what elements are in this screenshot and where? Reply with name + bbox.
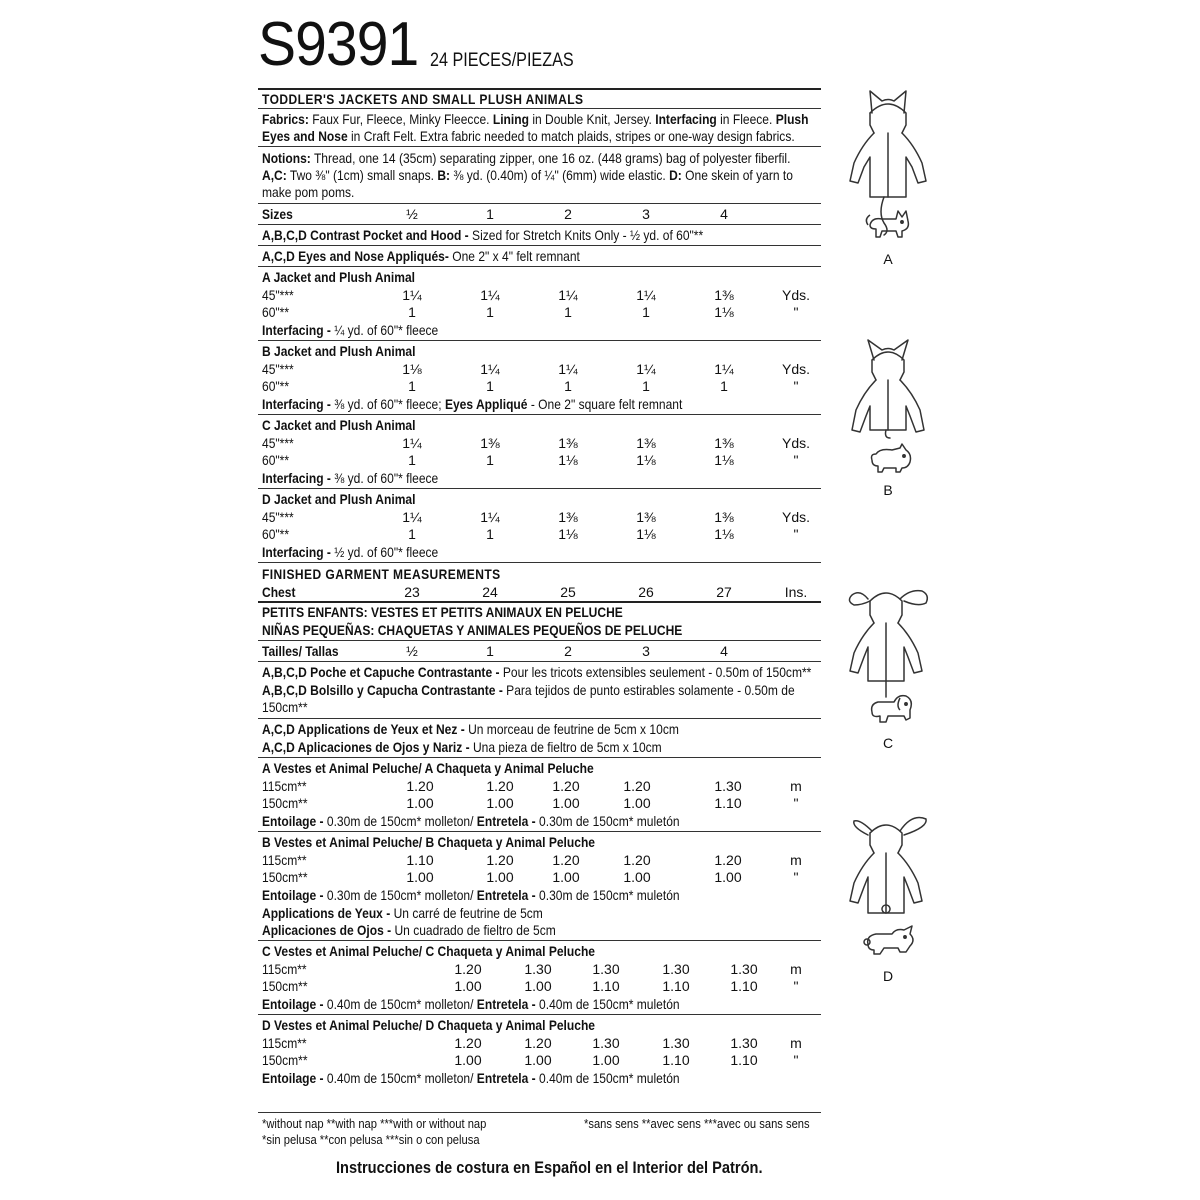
row-value: 1.00 — [406, 869, 434, 885]
row-value: 1⅜ — [714, 287, 734, 303]
divider — [258, 601, 821, 603]
row-value: 1⅜ — [636, 435, 656, 451]
row-value: 1.10 — [406, 852, 434, 868]
row-value: 23 — [404, 584, 420, 600]
row-value: ½ — [406, 643, 418, 659]
view-b-row-45 — [262, 361, 822, 377]
row-value: 1⅛ — [636, 452, 656, 468]
row-value: 1⅛ — [558, 526, 578, 542]
eyes-fr-line: A,C,D Applications de Yeux et Nez - Un morceau de feutrine de 5cm x 10cm — [262, 721, 679, 737]
row-value: 1 — [408, 452, 416, 468]
row-value: ½ — [406, 206, 418, 222]
spanish-instructions-note: Instrucciones de costura en Español en el Interior del Patrón. — [336, 1158, 763, 1177]
row-value: 1.30 — [730, 961, 758, 977]
row-value: 1.20 — [454, 961, 482, 977]
view-b-heading: B Jacket and Plush Animal — [262, 343, 416, 359]
contrast-fr-line: A,B,C,D Poche et Capuche Contrastante - Pour les tricots extensibles seulement - 0.50m of 150cm** — [262, 664, 812, 680]
divider — [258, 203, 821, 204]
row-unit: " — [793, 869, 799, 885]
divider — [258, 245, 821, 246]
notions-line-2: A,C: Two ⅜" (1cm) small snaps. B: ⅜ yd. (0.40m) of ¼" (6mm) wide elastic. D: One skein of yarn to — [262, 167, 793, 183]
row-value: 1¼ — [636, 361, 656, 377]
divider — [258, 266, 821, 267]
view-a-heading-fr-es: A Vestes et Animal Peluche/ A Chaqueta y Animal Peluche — [262, 760, 594, 776]
row-value: 1.30 — [662, 961, 690, 977]
row-value: 1¼ — [714, 361, 734, 377]
row-value: 1.20 — [552, 778, 580, 794]
view-d-label: D — [882, 968, 894, 984]
row-value: 1 — [564, 378, 572, 394]
row-label: 60"** — [262, 378, 290, 394]
view-c-row-45 — [262, 435, 822, 451]
divider — [258, 1014, 821, 1015]
row-value: 1⅜ — [636, 509, 656, 525]
spanish-title: NIÑAS PEQUEÑAS: CHAQUETAS Y ANIMALES PEQUEÑOS DE PELUCHE — [262, 622, 683, 638]
row-value: 1¼ — [636, 287, 656, 303]
row-label: 115cm** — [262, 1035, 307, 1051]
pattern-number: S9391 — [258, 10, 419, 79]
view-a-heading: A Jacket and Plush Animal — [262, 269, 415, 285]
view-a-row-45 — [262, 287, 822, 303]
view-a-plush-cat-icon — [862, 205, 914, 245]
row-value: 1.30 — [592, 961, 620, 977]
row-value: 1.10 — [730, 1052, 758, 1068]
row-value: 27 — [716, 584, 732, 600]
divider — [258, 414, 821, 415]
row-value: 3 — [642, 206, 650, 222]
row-value: 1⅛ — [402, 361, 422, 377]
row-value: 1 — [486, 643, 494, 659]
row-unit: " — [793, 1052, 799, 1068]
row-unit: " — [793, 452, 799, 468]
row-label: 45"*** — [262, 435, 294, 451]
row-value: 1.00 — [592, 1052, 620, 1068]
row-value: 1 — [486, 378, 494, 394]
row-value: 1.30 — [730, 1035, 758, 1051]
row-label: 115cm** — [262, 852, 307, 868]
divider — [258, 488, 821, 489]
row-label: 45"*** — [262, 287, 294, 303]
row-value: 1.20 — [623, 852, 651, 868]
row-unit: Yds. — [781, 509, 810, 525]
row-value: 1.30 — [714, 778, 742, 794]
row-value: 1 — [564, 304, 572, 320]
divider — [258, 340, 821, 341]
view-b-label: B — [883, 482, 893, 498]
view-b-app-es: Aplicaciones de Ojos - Un cuadrado de fieltro de 5cm — [262, 922, 556, 938]
row-label: Tailles/ Tallas — [262, 643, 339, 659]
row-value: 1¼ — [402, 435, 422, 451]
row-value: 26 — [638, 584, 654, 600]
row-value: 1.00 — [623, 869, 651, 885]
sizes-row — [262, 206, 822, 222]
row-unit: Ins. — [784, 584, 808, 600]
row-unit: " — [793, 795, 799, 811]
row-label: 150cm** — [262, 1052, 308, 1068]
row-value: 1 — [486, 206, 494, 222]
view-b-row-150 — [262, 869, 822, 885]
french-title: PETITS ENFANTS: VESTES ET PETITS ANIMAUX EN PELUCHE — [262, 604, 623, 620]
view-c-entoilage: Entoilage - 0.40m de 150cm* molleton/ Entretela - 0.40m de 150cm* muletón — [262, 996, 680, 1012]
row-value: 2 — [564, 206, 572, 222]
row-unit: Yds. — [781, 435, 810, 451]
row-unit: Yds. — [781, 361, 810, 377]
row-value: 1 — [720, 378, 728, 394]
fabrics-line-1: Fabrics: Faux Fur, Fleece, Minky Fleecce. Lining in Double Knit, Jersey. Interfacing in Fleece. Plush — [262, 111, 809, 127]
row-value: 1⅛ — [714, 452, 734, 468]
row-value: 1.00 — [454, 1052, 482, 1068]
row-value: 1.10 — [714, 795, 742, 811]
footnote-divider — [258, 1112, 821, 1113]
row-value: 1.00 — [524, 978, 552, 994]
row-label: 150cm** — [262, 978, 308, 994]
row-value: 4 — [720, 206, 728, 222]
divider — [258, 108, 821, 109]
row-value: 1¼ — [480, 361, 500, 377]
footnote-french: *sans sens **avec sens ***avec ou sans sens — [584, 1116, 810, 1131]
row-unit: " — [793, 978, 799, 994]
view-d-row-45 — [262, 509, 822, 525]
row-label: 150cm** — [262, 795, 308, 811]
row-value: 4 — [720, 643, 728, 659]
view-c-row-60 — [262, 452, 822, 468]
view-d-entoilage: Entoilage - 0.40m de 150cm* molleton/ Entretela - 0.40m de 150cm* muletón — [262, 1070, 680, 1086]
row-value: 1 — [408, 526, 416, 542]
view-d-interfacing: Interfacing - ½ yd. of 60"* fleece — [262, 544, 439, 560]
footnote-spanish: *sin pelusa **con pelusa ***sin o con pelusa — [262, 1132, 480, 1147]
row-value: 2 — [564, 643, 572, 659]
row-unit: m — [790, 1035, 802, 1051]
view-c-heading-fr-es: C Vestes et Animal Peluche/ C Chaqueta y Animal Peluche — [262, 943, 595, 959]
view-c-row-115 — [262, 961, 822, 977]
view-b-row-115 — [262, 852, 822, 868]
row-value: 24 — [482, 584, 498, 600]
row-value: 1.00 — [406, 795, 434, 811]
view-c-label: C — [882, 735, 894, 751]
row-unit: m — [790, 852, 802, 868]
row-value: 1.00 — [552, 795, 580, 811]
row-value: 1.00 — [454, 978, 482, 994]
row-value: 1.30 — [592, 1035, 620, 1051]
divider — [258, 661, 821, 662]
divider — [258, 831, 821, 832]
row-value: 1.30 — [662, 1035, 690, 1051]
row-value: 1.00 — [486, 795, 514, 811]
row-label: 45"*** — [262, 361, 294, 377]
row-label: 60"** — [262, 304, 290, 320]
divider — [258, 562, 821, 563]
fabrics-line-2: Eyes and Nose in Craft Felt. Extra fabric needed to match plaids, stripes or one-way design fabrics. — [262, 128, 795, 144]
row-value: 1⅜ — [714, 435, 734, 451]
row-value: 1.20 — [454, 1035, 482, 1051]
row-value: 1.10 — [730, 978, 758, 994]
row-label: 150cm** — [262, 869, 308, 885]
row-value: 1¼ — [558, 287, 578, 303]
row-value: 1.00 — [623, 795, 651, 811]
finished-measurements-heading: FINISHED GARMENT MEASUREMENTS — [262, 566, 501, 582]
divider — [258, 640, 821, 641]
view-a-row-115 — [262, 778, 822, 794]
view-b-interfacing: Interfacing - ⅜ yd. of 60"* fleece; Eyes Appliqué - One 2" square felt remnant — [262, 396, 683, 412]
notions-line-3: make pom poms. — [262, 184, 355, 200]
divider — [258, 940, 821, 941]
row-value: 1.20 — [524, 1035, 552, 1051]
row-unit: " — [793, 304, 799, 320]
row-value: 1⅛ — [558, 452, 578, 468]
row-value: 1.00 — [486, 869, 514, 885]
divider — [258, 146, 821, 147]
view-a-interfacing: Interfacing - ¼ yd. of 60"* fleece — [262, 322, 439, 338]
row-value: 1⅛ — [714, 304, 734, 320]
view-b-row-60 — [262, 378, 822, 394]
view-b-app-fr: Applications de Yeux - Un carré de feutrine de 5cm — [262, 905, 543, 921]
view-d-row-60 — [262, 526, 822, 542]
eyes-es-line: A,C,D Aplicaciones de Ojos y Nariz - Una pieza de fieltro de 5cm x 10cm — [262, 739, 662, 755]
view-d-bunny-jacket-illustration — [838, 805, 948, 925]
pattern-title: TODDLER'S JACKETS AND SMALL PLUSH ANIMALS — [262, 91, 584, 107]
view-c-heading: C Jacket and Plush Animal — [262, 417, 416, 433]
footnote-english: *without nap **with nap ***with or without nap — [262, 1116, 487, 1131]
row-value: 1 — [642, 378, 650, 394]
row-value: 1.10 — [592, 978, 620, 994]
divider — [258, 718, 821, 719]
row-value: 1.00 — [552, 869, 580, 885]
row-value: 25 — [560, 584, 576, 600]
view-a-label: A — [883, 251, 893, 267]
row-value: 1¼ — [480, 287, 500, 303]
eyes-nose-line: A,C,D Eyes and Nose Appliqués- One 2" x 4" felt remnant — [262, 248, 580, 264]
row-value: 1⅜ — [714, 509, 734, 525]
contrast-es-line: A,B,C,D Bolsillo y Capucha Contrastante - Para tejidos de punto estirables solamente - 0.50m de — [262, 682, 795, 698]
row-value: 1⅛ — [636, 526, 656, 542]
row-unit: m — [790, 778, 802, 794]
row-label: 60"** — [262, 452, 290, 468]
view-c-dog-jacket-illustration — [838, 575, 948, 705]
contrast-pocket-line: A,B,C,D Contrast Pocket and Hood - Sized for Stretch Knits Only - ½ yd. of 60"** — [262, 227, 704, 243]
row-value: 1 — [486, 304, 494, 320]
view-a-entoilage: Entoilage - 0.30m de 150cm* molleton/ Entretela - 0.30m de 150cm* muletón — [262, 813, 680, 829]
contrast-es-line-2: 150cm** — [262, 699, 308, 715]
view-b-plush-pig-icon — [866, 440, 916, 480]
view-a-row-150 — [262, 795, 822, 811]
row-value: 1¼ — [402, 509, 422, 525]
row-label: 115cm** — [262, 778, 307, 794]
piece-count: 24 PIECES/PIEZAS — [430, 50, 574, 71]
row-value: 1.20 — [486, 852, 514, 868]
row-label: Chest — [262, 584, 296, 600]
row-label: 60"** — [262, 526, 290, 542]
row-value: 1.20 — [623, 778, 651, 794]
view-c-interfacing: Interfacing - ⅜ yd. of 60"* fleece — [262, 470, 439, 486]
row-value: 1.30 — [524, 961, 552, 977]
view-b-pig-jacket-illustration — [840, 330, 940, 450]
row-value: 1.10 — [662, 978, 690, 994]
tailles-row — [262, 643, 822, 659]
row-unit: " — [793, 378, 799, 394]
chest-row — [262, 584, 822, 600]
row-unit: " — [793, 526, 799, 542]
row-value: 3 — [642, 643, 650, 659]
row-value: 1.10 — [662, 1052, 690, 1068]
row-value: 1.20 — [714, 852, 742, 868]
view-b-heading-fr-es: B Vestes et Animal Peluche/ B Chaqueta y Animal Peluche — [262, 834, 595, 850]
row-label: 115cm** — [262, 961, 307, 977]
row-value: 1⅜ — [558, 509, 578, 525]
divider — [258, 88, 821, 90]
divider — [258, 224, 821, 225]
notions-line-1: Notions: Thread, one 14 (35cm) separating zipper, one 16 oz. (448 grams) bag of polyester fiberfil. — [262, 150, 791, 166]
view-b-entoilage: Entoilage - 0.30m de 150cm* molleton/ Entretela - 0.30m de 150cm* muletón — [262, 887, 680, 903]
row-value: 1 — [408, 378, 416, 394]
row-value: 1.20 — [486, 778, 514, 794]
row-label: 45"*** — [262, 509, 294, 525]
row-value: 1.00 — [524, 1052, 552, 1068]
view-d-plush-bunny-icon — [860, 922, 920, 962]
row-unit: m — [790, 961, 802, 977]
row-value: 1⅛ — [714, 526, 734, 542]
divider — [258, 757, 821, 758]
row-value: 1 — [408, 304, 416, 320]
row-value: 1¼ — [558, 361, 578, 377]
view-a-row-60 — [262, 304, 822, 320]
row-value: 1 — [642, 304, 650, 320]
row-unit: Yds. — [781, 287, 810, 303]
row-value: 1¼ — [402, 287, 422, 303]
view-a-cat-jacket-illustration — [840, 85, 940, 275]
row-value: 1 — [486, 452, 494, 468]
view-d-row-150 — [262, 1052, 822, 1068]
row-value: 1.20 — [552, 852, 580, 868]
row-value: 1⅜ — [480, 435, 500, 451]
view-d-heading-fr-es: D Vestes et Animal Peluche/ D Chaqueta y Animal Peluche — [262, 1017, 595, 1033]
view-d-row-115 — [262, 1035, 822, 1051]
row-value: 1¼ — [480, 509, 500, 525]
row-label: Sizes — [262, 206, 293, 222]
view-d-heading: D Jacket and Plush Animal — [262, 491, 416, 507]
view-c-row-150 — [262, 978, 822, 994]
row-value: 1⅜ — [558, 435, 578, 451]
row-value: 1 — [486, 526, 494, 542]
view-c-plush-dog-icon — [866, 690, 918, 730]
row-value: 1.20 — [406, 778, 434, 794]
row-value: 1.00 — [714, 869, 742, 885]
